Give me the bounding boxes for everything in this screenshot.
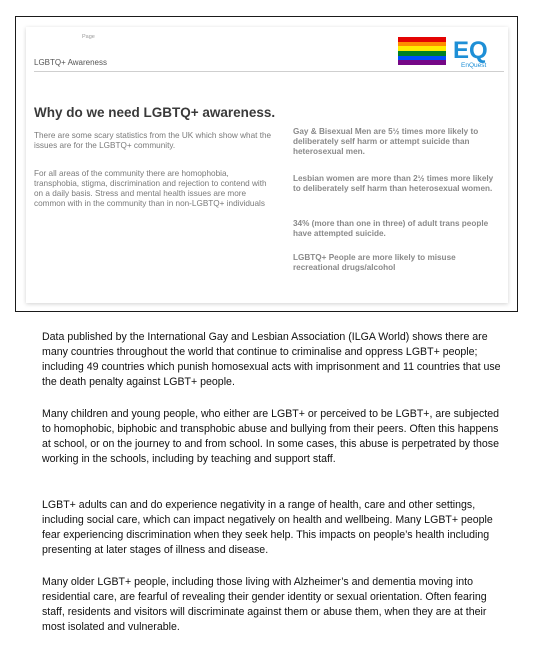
enquest-logo-icon (451, 34, 497, 70)
header-divider (34, 71, 504, 72)
slide-header-title: LGBTQ+ Awareness (34, 58, 107, 67)
page-label: Page (82, 34, 95, 40)
paragraph-older-people: Many older LGBT+ people, including those living with Alzheimer’s and dementia moving into residential care, are fearful of revealing their gender identity or sexual orientation. Often fearing staff, residents and visitors will discriminate against them or abuse them, when they are at their most isolated and vulnerable. (42, 576, 487, 633)
paragraph-young-people: Many children and young people, who either are LGBT+ or perceived to be LGBT+, are subjected to homophobic, biphobic and transphobic abuse and bullying from their peers. Often this happens at school, or on the journey to and from school. In some cases, this abuse is perpetrated by those working in the schools, including by teaching and support staff. (42, 408, 499, 465)
slide-heading: Why do we need LGBTQ+ awareness. (34, 105, 276, 120)
slide-intro-text: There are some scary statistics from the UK which show what the issues are for the LGBTQ+ community. (34, 131, 272, 150)
logo-subtext: EnQuest (461, 62, 487, 69)
stat-substance-misuse: LGBTQ+ People are more likely to misuse recreational drugs/alcohol (293, 253, 456, 272)
stat-lesbian-women: Lesbian women are more than 2½ times more likely to deliberately self harm than heterosexual women. (293, 174, 494, 193)
stat-trans-people: 34% (more than one in three) of adult trans people have attempted suicide. (293, 219, 489, 238)
paragraph-adults: LGBT+ adults can and do experience negativity in a range of health, care and other settings, including social care, which can impact negatively on health and wellbeing. Many LGBT+ people fear experiencing discrimination when they seek help. This impacts on people’s health including presenting at later stages of illness and disease. (42, 499, 493, 556)
logo-text: EQ (453, 37, 488, 64)
slide-community-text: For all areas of the community there are homophobia, transphobia, stigma, discrimination and rejection to contend with on a daily basis. Stress and mental health issues are more common with in the community than in non-LGBTQ+ individuals (34, 169, 267, 208)
pride-flag-icon (398, 37, 446, 65)
flag-stripe-purple (398, 60, 446, 65)
paragraph-ilga: Data published by the International Gay and Lesbian Association (ILGA World) shows there are many countries throughout the world that continue to criminalise and oppress LGBT+ people; including 49 countries which punish homosexual acts with imprisonment and 11 countries that use the death penalty against LGBT+ people. (42, 331, 501, 388)
stat-gay-bisexual-men: Gay & Bisexual Men are 5½ times more likely to deliberately self harm or attempt suicide than heterosexual men. (293, 127, 479, 156)
